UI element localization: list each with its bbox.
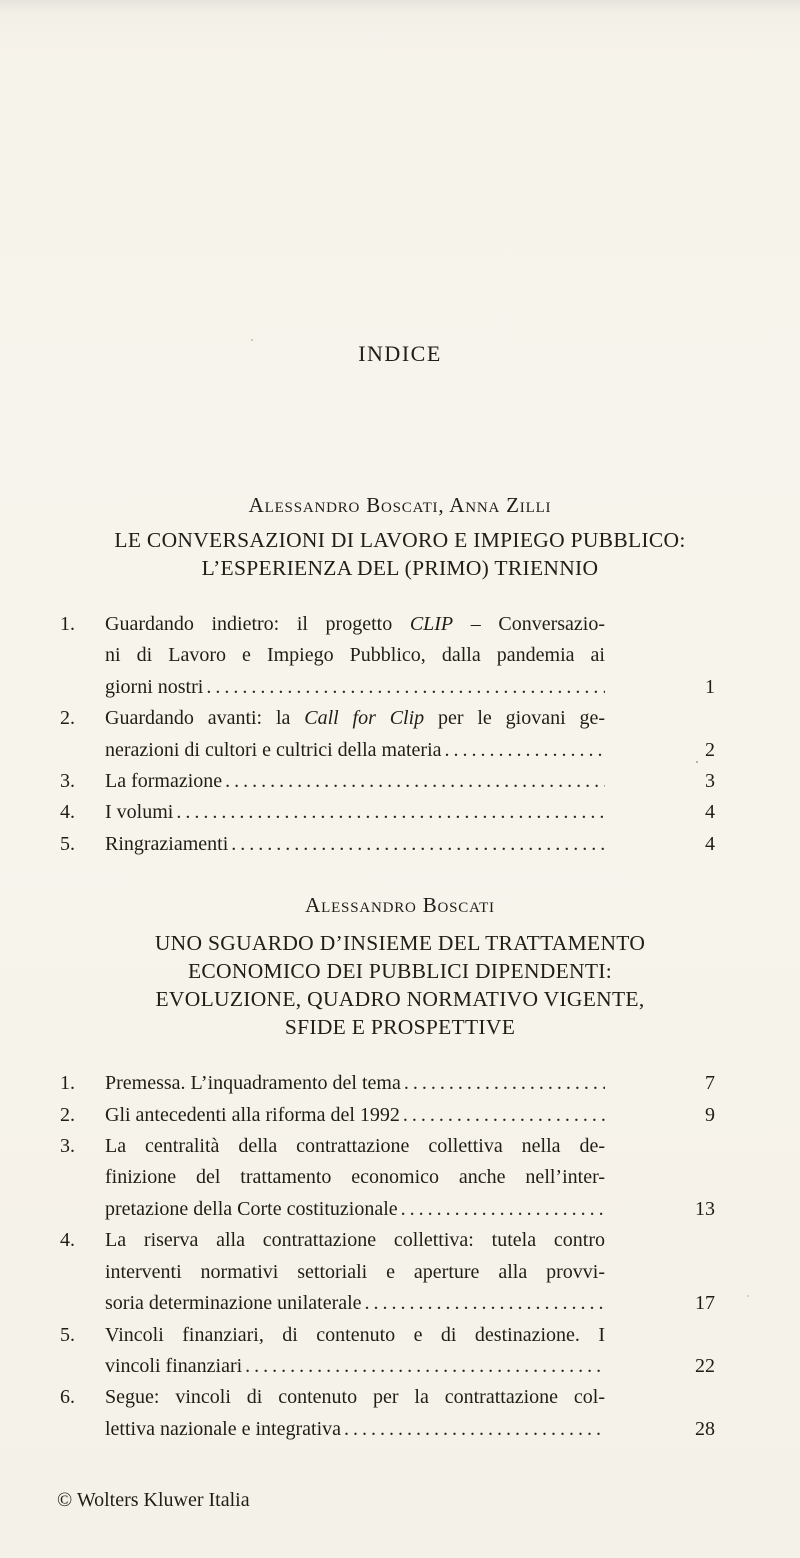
toc-entry <box>60 703 715 766</box>
dot-leader <box>231 829 605 860</box>
dot-leader <box>245 1351 605 1382</box>
entry-line: ni di Lavoro e Impiego Pubblico, dalla pandemia ai <box>105 644 605 667</box>
entry-number: 1. <box>60 1072 75 1095</box>
entry-line: Guardando avanti: la Call for Clip per le giovani ge- <box>105 707 606 730</box>
section-entries <box>60 609 715 860</box>
section-title-line: EVOLUZIONE, QUADRO NORMATIVO VIGENTE, <box>155 987 645 1012</box>
entry-line: Segue: vincoli di contenuto per la contrattazione col- <box>105 1386 605 1409</box>
entry-line: La riserva alla contrattazione collettiva: tutela contro <box>105 1229 605 1252</box>
entry-number: 3. <box>60 770 75 793</box>
entry-line: Vincoli finanziari, di contenuto e di destinazione. I <box>105 1323 605 1346</box>
entry-page-number: 3 <box>705 770 715 793</box>
entry-text <box>105 1225 605 1319</box>
entry-text <box>105 797 605 828</box>
entry-number: 5. <box>60 832 75 855</box>
entry-line: interventi normativi settoriali e aperture alla provvi- <box>105 1260 605 1283</box>
entry-line: vincoli finanziari ..... <box>105 1351 605 1382</box>
entry-line: nerazioni di cultori e cultrici della materia ..... <box>105 735 605 766</box>
entry-number: 2. <box>60 1103 75 1126</box>
entry-number: 3. <box>60 1135 75 1158</box>
dot-leader <box>206 672 605 703</box>
entry-line: finizione del trattamento economico anche nell’inter- <box>105 1166 605 1189</box>
entry-line: La centralità della contrattazione collettiva nella de- <box>105 1135 605 1158</box>
toc-entry <box>60 1382 715 1445</box>
entry-page-number: 13 <box>695 1197 715 1220</box>
dot-leader <box>225 766 605 797</box>
entry-text <box>105 829 605 860</box>
toc-entry <box>60 829 715 860</box>
section-authors: Alessandro Boscati <box>305 893 495 918</box>
entry-line: Ringraziamenti ..... <box>105 829 605 860</box>
toc-section <box>0 493 800 860</box>
entry-line: La formazione ..... <box>105 766 605 797</box>
entry-line: I volumi ..... <box>105 797 605 828</box>
entry-page-number: 28 <box>695 1417 715 1440</box>
toc-entry <box>60 609 715 703</box>
entry-text <box>105 703 605 766</box>
dot-leader <box>445 735 605 766</box>
entry-page-number: 22 <box>695 1354 715 1377</box>
entry-text <box>105 1100 605 1131</box>
entry-page-number: 2 <box>705 738 715 761</box>
entry-text <box>105 609 605 703</box>
section-title-line: LE CONVERSAZIONI DI LAVORO E IMPIEGO PUBBLICO: <box>114 528 686 552</box>
section-title-line: UNO SGUARDO D’INSIEME DEL TRATTAMENTO <box>154 931 646 956</box>
toc-entry <box>60 1131 715 1225</box>
section-authors: Alessandro Boscati, Anna Zilli <box>248 493 552 517</box>
dot-leader <box>344 1414 605 1445</box>
toc-sections <box>0 493 800 1445</box>
entry-page-number: 9 <box>705 1103 715 1126</box>
section-title <box>0 929 800 1041</box>
toc-entry <box>60 1320 715 1383</box>
entry-line: lettiva nazionale e integrativa ..... <box>105 1414 605 1445</box>
section-title-line: SFIDE E PROSPETTIVE <box>284 1015 516 1040</box>
entry-number: 6. <box>60 1386 75 1409</box>
entry-text <box>105 1382 605 1445</box>
entry-text <box>105 1068 605 1099</box>
copyright-notice: © Wolters Kluwer Italia <box>57 1489 250 1511</box>
entry-number: 2. <box>60 707 75 730</box>
entry-line: giorni nostri ..... <box>105 672 605 703</box>
entry-text <box>105 766 605 797</box>
entry-text <box>105 1320 605 1383</box>
section-title <box>0 526 800 582</box>
entry-line: Premessa. L’inquadramento del tema ..... <box>105 1068 605 1099</box>
entry-page-number: 4 <box>705 832 715 855</box>
dot-leader <box>403 1100 605 1131</box>
dot-leader <box>404 1068 605 1099</box>
dot-leader <box>176 797 605 828</box>
toc-section <box>0 893 800 1445</box>
dot-leader <box>365 1288 605 1319</box>
entry-line: pretazione della Corte costituzionale ..... <box>105 1194 605 1225</box>
page-title: INDICE <box>358 341 442 366</box>
toc-entry <box>60 1068 715 1099</box>
toc-entry <box>60 766 715 797</box>
entry-page-number: 4 <box>705 801 715 824</box>
section-title-line: ECONOMICO DEI PUBBLICI DIPENDENTI: <box>187 959 613 984</box>
entry-page-number: 7 <box>705 1072 715 1095</box>
toc-entry <box>60 1100 715 1131</box>
toc-entry <box>60 797 715 828</box>
entry-line: Gli antecedenti alla riforma del 1992 ..... <box>105 1100 605 1131</box>
entry-number: 1. <box>60 613 75 635</box>
entry-text <box>105 1131 605 1225</box>
section-entries <box>60 1068 715 1445</box>
entry-number: 4. <box>60 1229 75 1252</box>
section-title-line: L’ESPERIENZA DEL (PRIMO) TRIENNIO <box>201 556 599 580</box>
entry-page-number: 17 <box>695 1292 715 1315</box>
entry-number: 4. <box>60 801 75 824</box>
entry-line: Guardando indietro: il progetto CLIP – Conversazio- <box>105 613 605 635</box>
entry-page-number: 1 <box>705 675 715 698</box>
entry-number: 5. <box>60 1323 75 1346</box>
dot-leader <box>401 1194 605 1225</box>
entry-line: soria determinazione unilaterale ..... <box>105 1288 605 1319</box>
toc-entry <box>60 1225 715 1319</box>
